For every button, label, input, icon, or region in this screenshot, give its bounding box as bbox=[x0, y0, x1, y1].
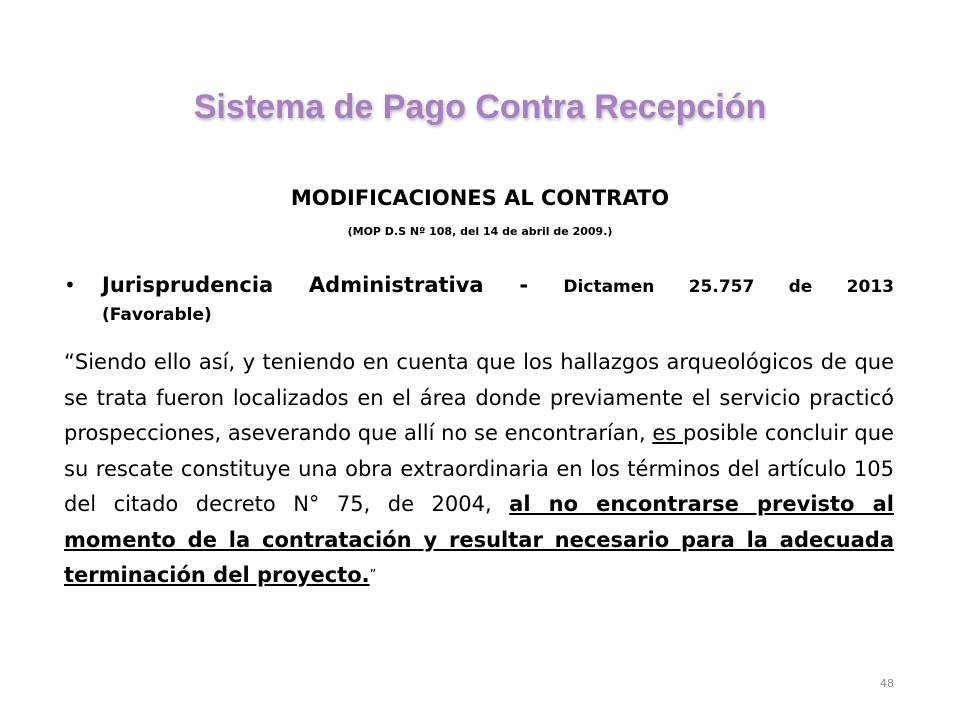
bullet-qualifier: (Favorable) bbox=[102, 305, 212, 325]
quote-underlined-word: es bbox=[652, 421, 677, 445]
page-number: 48 bbox=[880, 677, 894, 690]
quote-part-1: “Siendo ello así, y teniendo en cuenta que los hallazgos arqueológicos de que se trata fueron localizados en el área donde previamente el servicio practicó prospecciones, aseverando que allí no se encontrarían, bbox=[64, 350, 894, 445]
bullet-heading bbox=[102, 270, 894, 302]
bullet-icon: • bbox=[64, 273, 76, 297]
bullet-item bbox=[64, 270, 894, 328]
quote-emphasis: al no encontrarse previsto al momento de la contratación y resultar necesario para la adecuada terminación del proyecto. bbox=[64, 492, 894, 587]
section-heading: MODIFICACIONES AL CONTRATO bbox=[290, 186, 670, 210]
bullet-lead: Jurisprudencia Administrativa - bbox=[102, 273, 529, 297]
quote-paragraph bbox=[64, 345, 894, 594]
quote-closing-mark: ” bbox=[369, 568, 377, 583]
section-reference: (MOP D.S Nº 108, del 14 de abril de 2009.) bbox=[347, 225, 613, 238]
bullet-detail: Dictamen 25.757 de 2013 bbox=[563, 277, 894, 297]
slide-title: Sistema de Pago Contra Recepción bbox=[193, 88, 767, 126]
quote-part-2: posible concluir que su rescate constituye una obra extraordinaria en los términos del artículo 105 del citado decreto N° 75, de 2004, bbox=[64, 421, 894, 516]
